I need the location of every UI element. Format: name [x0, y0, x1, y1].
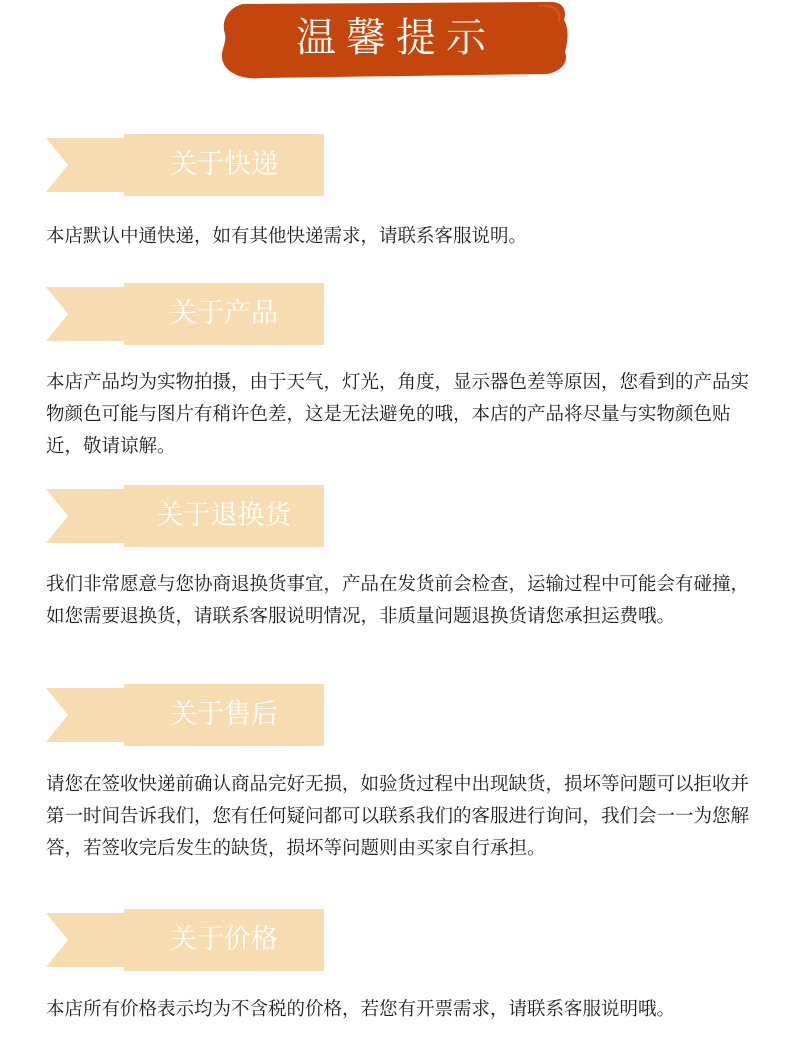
page-title: 温馨提示 [296, 15, 496, 61]
section-heading-tag-after-sales [46, 684, 324, 746]
section-heading: 关于价格 [170, 924, 278, 955]
page-title-banner [221, 0, 571, 80]
section-heading-tag-product [46, 283, 324, 345]
section-text-product: 本店产品均为实物拍摄，由于天气，灯光，角度，显示器色差等原因，您看到的产品实物颜色可能与图片有稍许色差，这是无法避免的哦，本店的产品将尽量与实物颜色贴近，敬请谅解。 [46, 372, 750, 457]
section-text-express: 本店默认中通快递，如有其他快递需求，请联系客服说明。 [46, 226, 528, 247]
section-heading-tag-price [46, 909, 324, 971]
section-text-returns: 我们非常愿意与您协商退换货事宜，产品在发货前会检查，运输过程中可能会有碰撞，如您需要退换货，请联系客服说明情况，非质量问题退换货请您承担运费哦。 [46, 574, 750, 627]
section-text-after-sales: 请您在签收快递前确认商品完好无损，如验货过程中出现缺货，损坏等问题可以拒收并第一时间告诉我们，您有任何疑问都可以联系我们的客服进行询问，我们会一一为您解答，若签收完后发生的缺货，损坏等问题则由买家自行承担。 [46, 774, 750, 859]
section-heading: 关于产品 [170, 298, 278, 329]
section-heading-tag-express [46, 134, 324, 196]
section-heading: 关于售后 [170, 699, 278, 730]
section-heading: 关于快递 [170, 149, 278, 180]
section-heading: 关于退换货 [156, 500, 292, 531]
section-text-price: 本店所有价格表示均为不含税的价格，若您有开票需求，请联系客服说明哦。 [46, 999, 676, 1020]
section-heading-tag-returns [46, 485, 324, 547]
